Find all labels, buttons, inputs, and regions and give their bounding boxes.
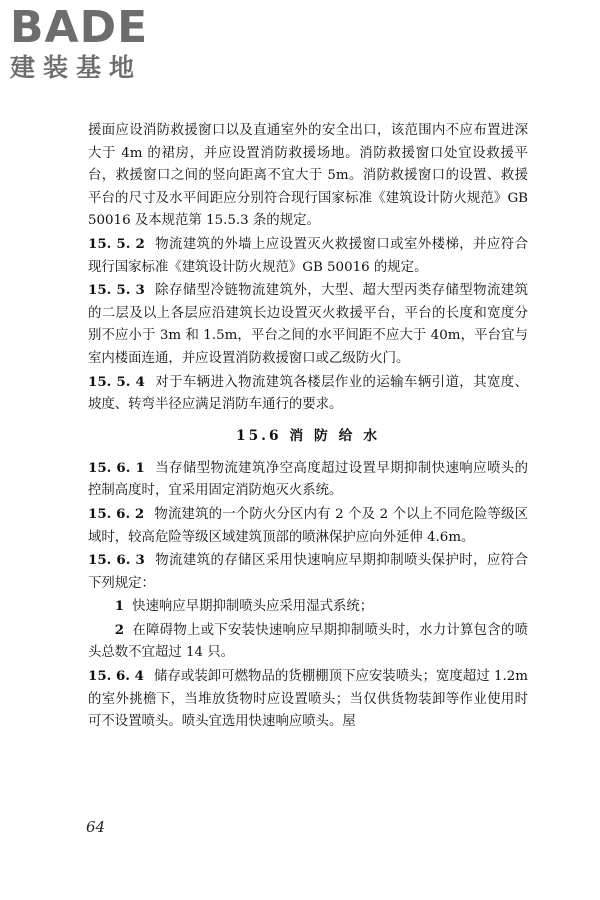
clause-number: 15. 6. 3 <box>88 552 145 569</box>
item-text: 在障碍物上或下安装快速响应早期抑制喷头时，水力计算包含的喷头总数不宜超过 14 只。 <box>88 622 528 661</box>
logo-wordmark: BADE <box>10 2 149 53</box>
clause-15-6-3 <box>88 549 528 595</box>
clause-15-5-4 <box>88 371 528 417</box>
list-item <box>88 619 528 665</box>
clause-15-5-3 <box>88 279 528 370</box>
clause-15-6-4 <box>88 665 528 734</box>
section-heading: 15.6 消 防 给 水 <box>235 427 380 444</box>
item-number: 2 <box>114 621 125 638</box>
clause-number: 15. 5. 4 <box>88 373 145 390</box>
brand-logo <box>10 4 180 84</box>
clause-text: 物流建筑的存储区采用快速响应早期抑制喷头保护时，应符合下列规定： <box>88 553 528 591</box>
clause-text: 物流建筑的一个防火分区内有 2 个及 2 个以上不同危险等级区域时，较高危险等级区域建筑顶部的喷淋保护应向外延伸 4.6m。 <box>88 506 528 545</box>
clause-text: 除存储型冷链物流建筑外，大型、超大型丙类存储型物流建筑的二层及以上各层应沿建筑长边设置灭火救援平台，平台的长度和宽度分别不应小于 3m 和 1.5m，平台之间的水平间距不应大于 40m，平台宜与室内楼面连通，并应设置消防救援窗口或乙级防火门。 <box>88 283 528 366</box>
clause-15-5-2 <box>88 233 528 279</box>
clause-number: 15. 5. 2 <box>88 235 145 252</box>
clause-number: 15. 6. 1 <box>88 459 145 476</box>
logo-subtitle: 建装基地 <box>10 53 143 82</box>
clause-text: 储存或装卸可燃物品的货棚棚顶下应安装喷头；宽度超过 1.2m 的室外挑檐下，当堆放货物时应设置喷头；当仅供货物装卸等作业使用时可不设置喷头。喷头宜选用快速响应喷头。屋 <box>88 669 529 730</box>
clause-number: 15. 6. 4 <box>88 668 144 685</box>
clause-text: 当存储型物流建筑净空高度超过设置早期抑制快速响应喷头的控制高度时，宜采用固定消防炮灭火系统。 <box>88 460 528 499</box>
page-number: 64 <box>86 818 106 836</box>
clause-number: 15. 5. 3 <box>88 282 145 299</box>
paragraph-continued: 援面应设消防救援窗口以及直通室外的安全出口，该范围内不应布置进深大于 4m 的裙房，并应设置消防救援场地。消防救援窗口处宜设救援平台，救援窗口之间的竖向距离不宜大于 5m。消防救援窗口的设置、救援平台的尺寸及水平间距应分别符合现行国家标准《建筑设计防火规范》GB 50016 及本规范第 15.5.3 条的规定。 <box>88 123 528 229</box>
clause-15-6-2 <box>88 503 528 549</box>
list-item <box>88 595 528 619</box>
clause-15-6-1 <box>88 457 528 503</box>
page-body <box>88 120 528 734</box>
item-text: 快速响应早期抑制喷头应采用湿式系统； <box>132 599 374 615</box>
clause-text: 对于车辆进入物流建筑各楼层作业的运输车辆引道，其宽度、坡度、转弯半径应满足消防车通行的要求。 <box>88 374 528 413</box>
clause-text: 物流建筑的外墙上应设置灭火救援窗口或室外楼梯，并应符合现行国家标准《建筑设计防火规范》GB 50016 的规定。 <box>88 236 528 275</box>
clause-number: 15. 6. 2 <box>88 505 145 522</box>
item-number: 1 <box>114 598 125 615</box>
